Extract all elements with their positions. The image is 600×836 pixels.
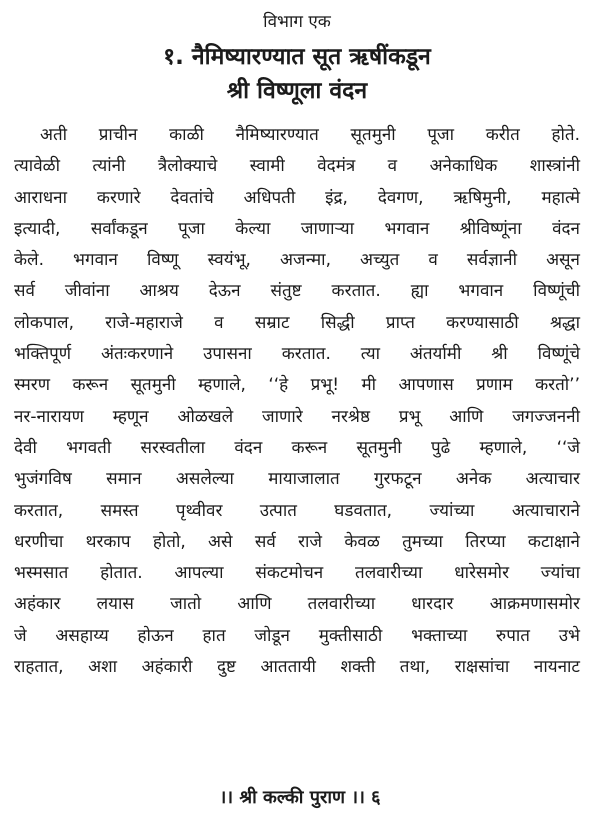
text-line: नर-नारायण म्हणून ओळखले जाणारे नरश्रेष्ठ प्रभू आणि जगज्जननी [14, 406, 580, 427]
text-line: स्मरण करून सूतमुनी म्हणाले, ‘‘हे प्रभू! मी आपणास प्रणाम करतो’’ [14, 375, 580, 396]
chapter-title-line-2: श्री विष्णूला वंदन [226, 78, 368, 104]
section-label: विभाग एक [263, 12, 331, 32]
text-line: लोकपाल, राजे-महाराजे व सम्राट सिद्धी प्राप्त करण्यासाठी श्रद्धा [14, 312, 580, 333]
text-line: आराधना करणारे देवतांचे अधिपती इंद्र, देवगण, ऋषिमुनी, महात्मे [14, 187, 580, 208]
body-paragraph [14, 120, 580, 683]
text-line: करतात, समस्त पृथ्वीवर उत्पात घडवतात, ज्यांच्या अत्याचाराने [14, 500, 580, 521]
text-line: भक्तिपूर्ण अंतःकरणाने उपासना करतात. त्या अंतर्यामी श्री विष्णूंचे [14, 344, 580, 365]
page-footer: ।। श्री कल्की पुराण ।। ६ [219, 787, 381, 808]
chapter-title-line-1: १. नैमिष्यारण्यात सूत ऋषींकडून [163, 44, 431, 70]
text-line: अहंकार लयास जातो आणि तलवारीच्या धारदार आक्रमणासमोर [14, 594, 580, 615]
text-line: देवी भगवती सरस्वतीला वंदन करून सूतमुनी पुढे म्हणाले, ‘‘जे [14, 437, 580, 458]
text-line: केले. भगवान विष्णू स्वयंभू, अजन्मा, अच्युत व सर्वज्ञानी असून [14, 250, 580, 271]
text-line: अती प्राचीन काळी नैमिष्यारण्यात सूतमुनी पूजा करीत होते. [40, 125, 580, 145]
text-line: भस्मसात होतात. आपल्या संकटमोचन तलवारीच्या धारेसमोर ज्यांचा [14, 563, 580, 584]
text-line: भुजंगविष समान असलेल्या मायाजालात गुरफटून अनेक अत्याचार [14, 469, 580, 490]
chapter-title [14, 40, 580, 108]
text-line: सर्व जीवांना आश्रय देऊन संतुष्ट करतात. ह्या भगवान विष्णूंची [14, 281, 580, 302]
text-line: राहतात, अशा अहंकारी दुष्ट आततायी शक्ती तथा, राक्षसांचा नायनाट [14, 657, 580, 678]
text-line: जे असहाय्य होऊन हात जोडून मुक्तीसाठी भक्ताच्या रुपात उभे [14, 625, 580, 646]
text-line: धरणीचा थरकाप होतो, असे सर्व राजे केवळ तुमच्या तिरप्या कटाक्षाने [14, 531, 580, 552]
text-line: त्यावेळी त्यांनी त्रैलोक्याचे स्वामी वेदमंत्र व अनेकाधिक शास्त्रांनी [14, 156, 580, 177]
text-line: इत्यादी, सर्वांकडून पूजा केल्या जाणाऱ्या भगवान श्रीविष्णूंना वंदन [14, 218, 580, 239]
